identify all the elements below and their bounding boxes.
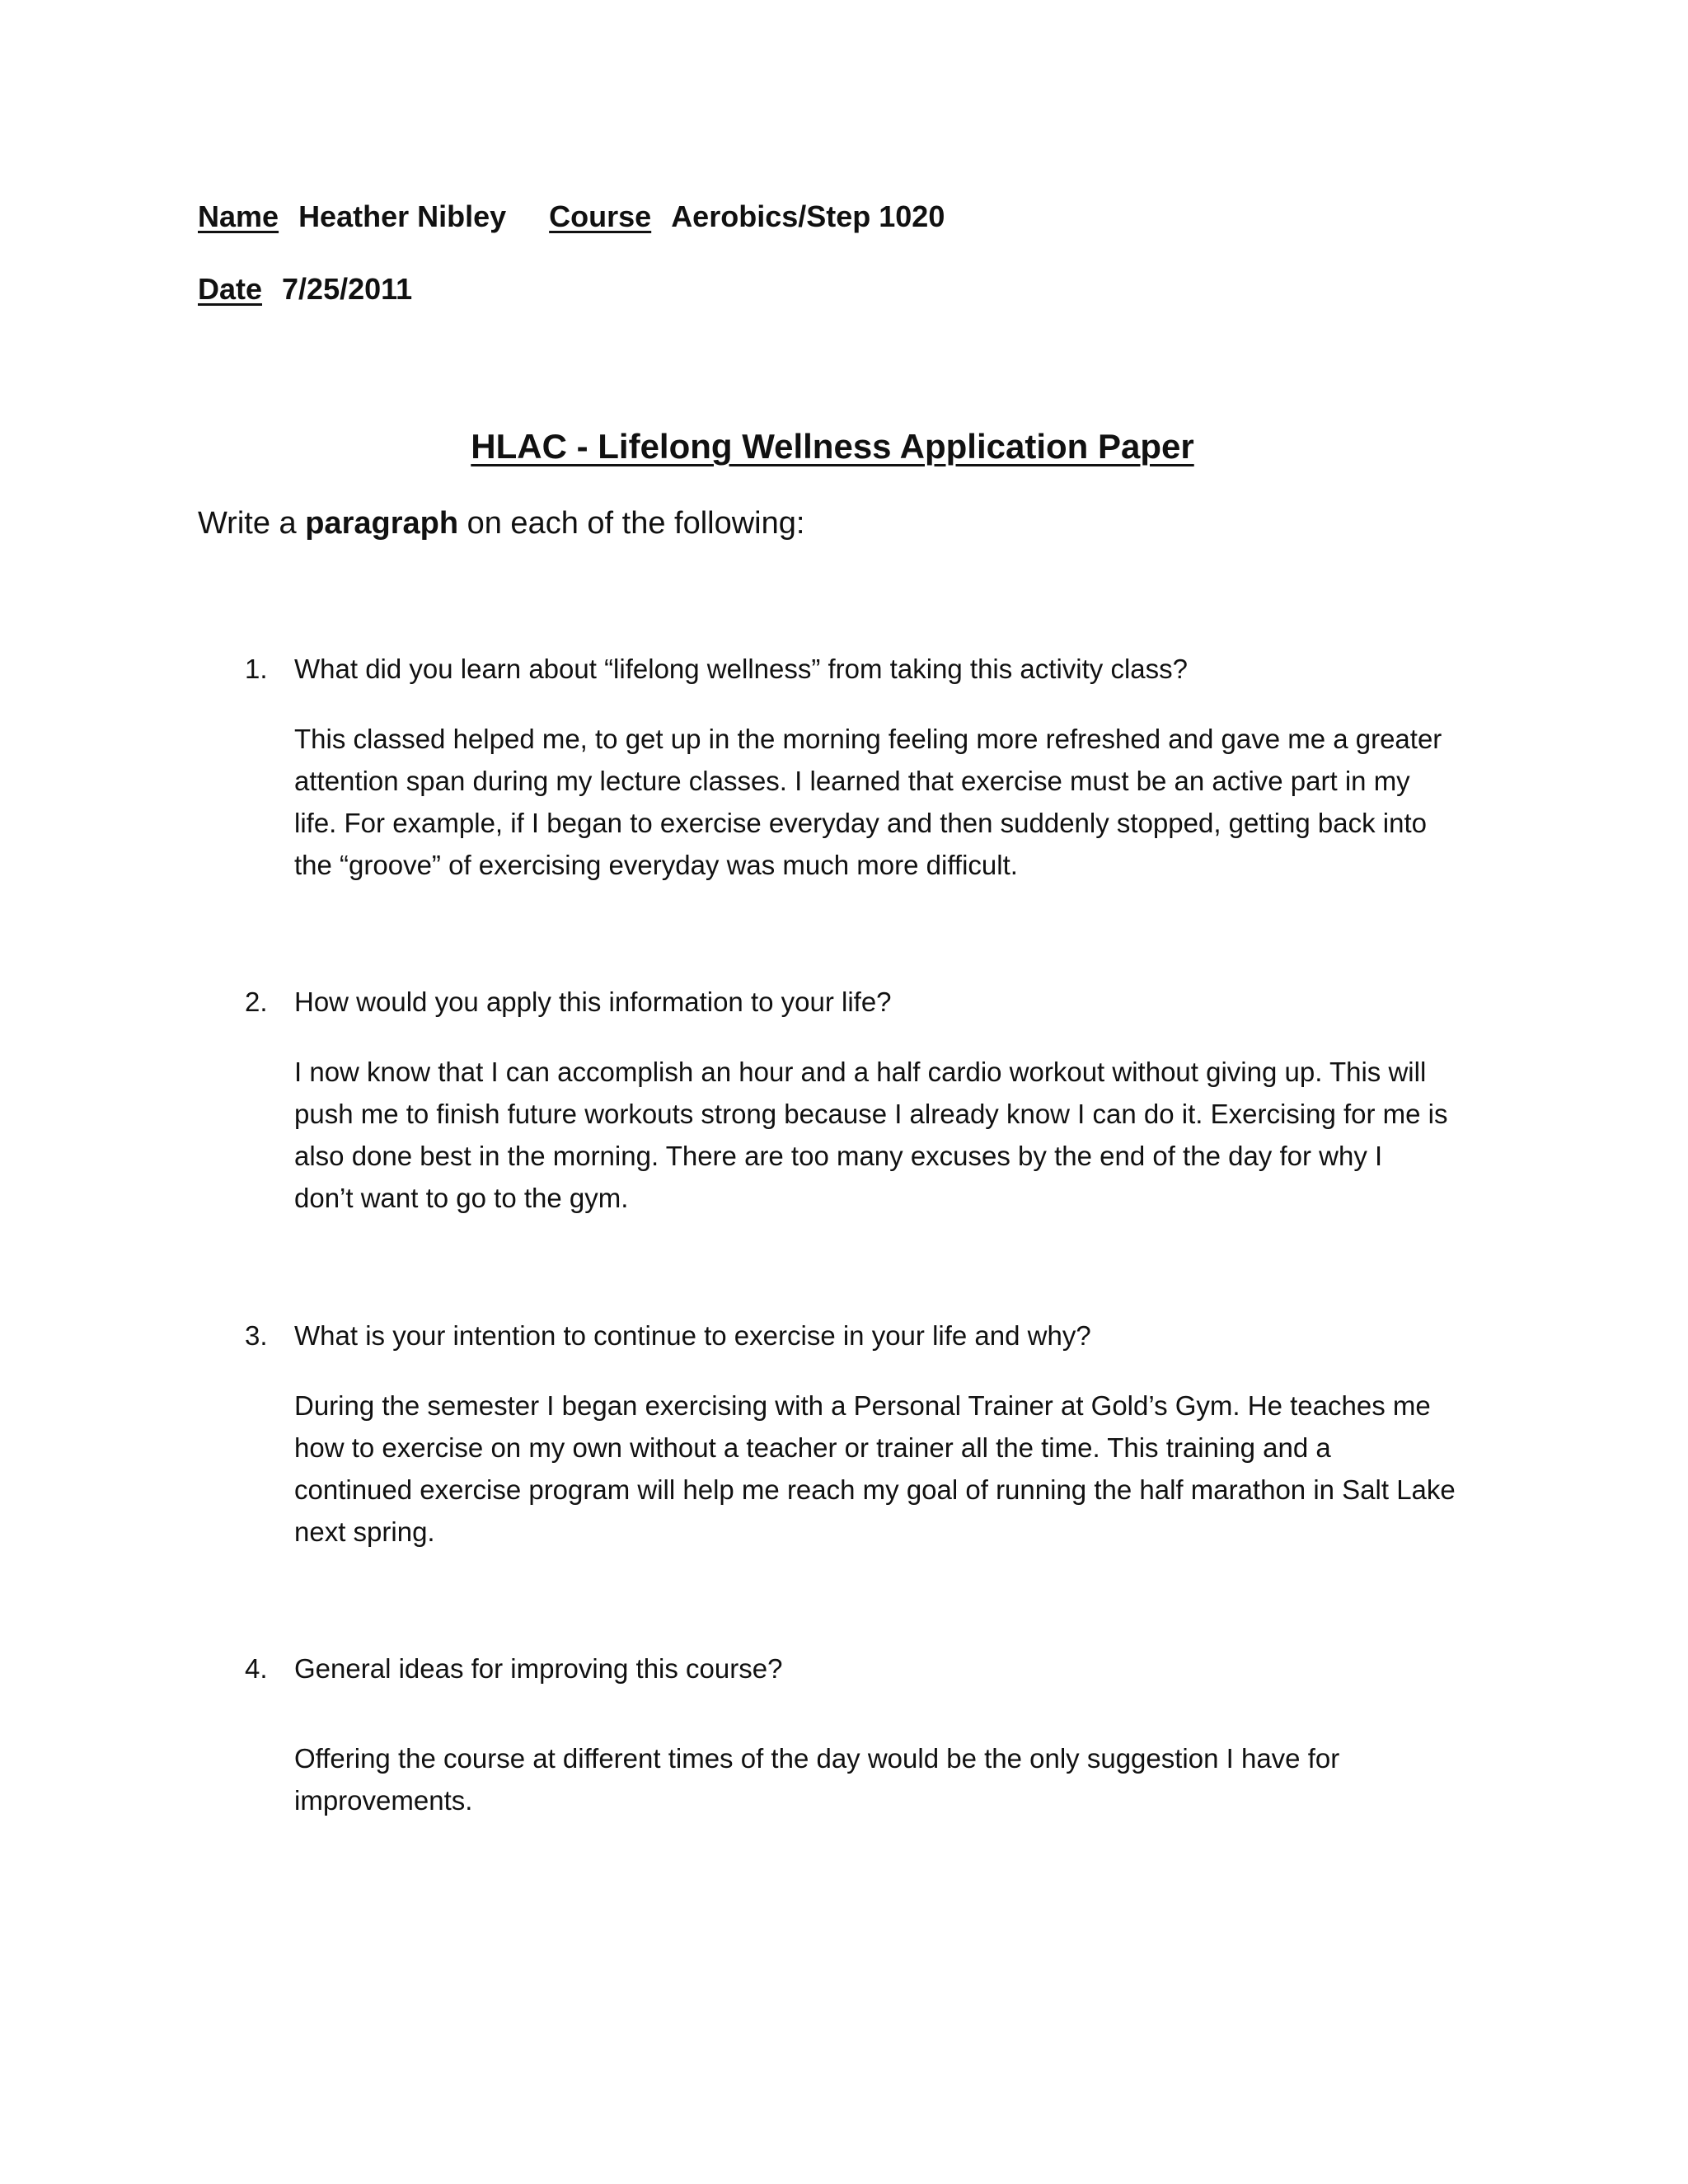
instruction-emphasis: paragraph — [305, 506, 459, 541]
name-label: Name — [198, 199, 279, 233]
date-value: 7/25/2011 — [282, 272, 413, 306]
question-number: 2. — [245, 987, 268, 1017]
answer-line: Offering the course at different times of the day would be the only suggestion I have for — [294, 1743, 1340, 1774]
answer-line: continued exercise program will help me reach my goal of running the half marathon in Salt Lake — [294, 1474, 1456, 1505]
answer-line: attention span during my lecture classes. I learned that exercise must be an active part in my — [294, 766, 1410, 796]
question-number: 1. — [245, 654, 268, 684]
name-value: Heather Nibley — [298, 199, 507, 233]
course-label: Course — [549, 199, 652, 233]
answer-paragraph — [294, 1385, 1498, 1553]
answer-line: I now know that I can accomplish an hour and a half cardio workout without giving up. This will — [294, 1057, 1427, 1087]
answer-line: don’t want to go to the gym. — [294, 1183, 629, 1213]
date-line — [198, 272, 412, 307]
date-label: Date — [198, 272, 263, 306]
question-text: What did you learn about “lifelong wellness” from taking this activity class? — [294, 654, 1188, 684]
question-text: What is your intention to continue to exercise in your life and why? — [294, 1320, 1091, 1351]
answer-paragraph — [294, 1051, 1498, 1219]
answer-paragraph — [294, 1737, 1498, 1821]
answer-line: how to exercise on my own without a teacher or trainer all the time. This training and a — [294, 1432, 1331, 1463]
name-course-line — [198, 199, 945, 234]
answer-line: the “groove” of exercising everyday was much more difficult. — [294, 850, 1018, 880]
question-number: 4. — [245, 1653, 268, 1684]
instruction-prefix: Write a — [198, 506, 306, 541]
document-title-text: HLAC - Lifelong Wellness Application Paper — [471, 427, 1194, 466]
question-text: General ideas for improving this course? — [294, 1653, 783, 1684]
answer-line: During the semester I began exercising with a Personal Trainer at Gold’s Gym. He teaches me — [294, 1390, 1431, 1421]
instruction-line — [198, 506, 804, 541]
question-text: How would you apply this information to your life? — [294, 987, 892, 1017]
answer-line: also done best in the morning. There are too many excuses by the end of the day for why I — [294, 1141, 1383, 1171]
instruction-suffix: on each of the following: — [458, 506, 805, 541]
document-title — [0, 427, 1665, 466]
answer-line: push me to finish future workouts strong because I already know I can do it. Exercising for me is — [294, 1099, 1448, 1129]
answer-line: This classed helped me, to get up in the morning feeling more refreshed and gave me a greater — [294, 724, 1442, 754]
answer-line: next spring. — [294, 1516, 435, 1547]
answer-line: life. For example, if I began to exercise everyday and then suddenly stopped, getting back into — [294, 808, 1427, 838]
course-value: Aerobics/Step 1020 — [671, 199, 945, 233]
answer-line: improvements. — [294, 1785, 473, 1816]
answer-paragraph — [294, 718, 1498, 886]
question-number: 3. — [245, 1320, 268, 1351]
